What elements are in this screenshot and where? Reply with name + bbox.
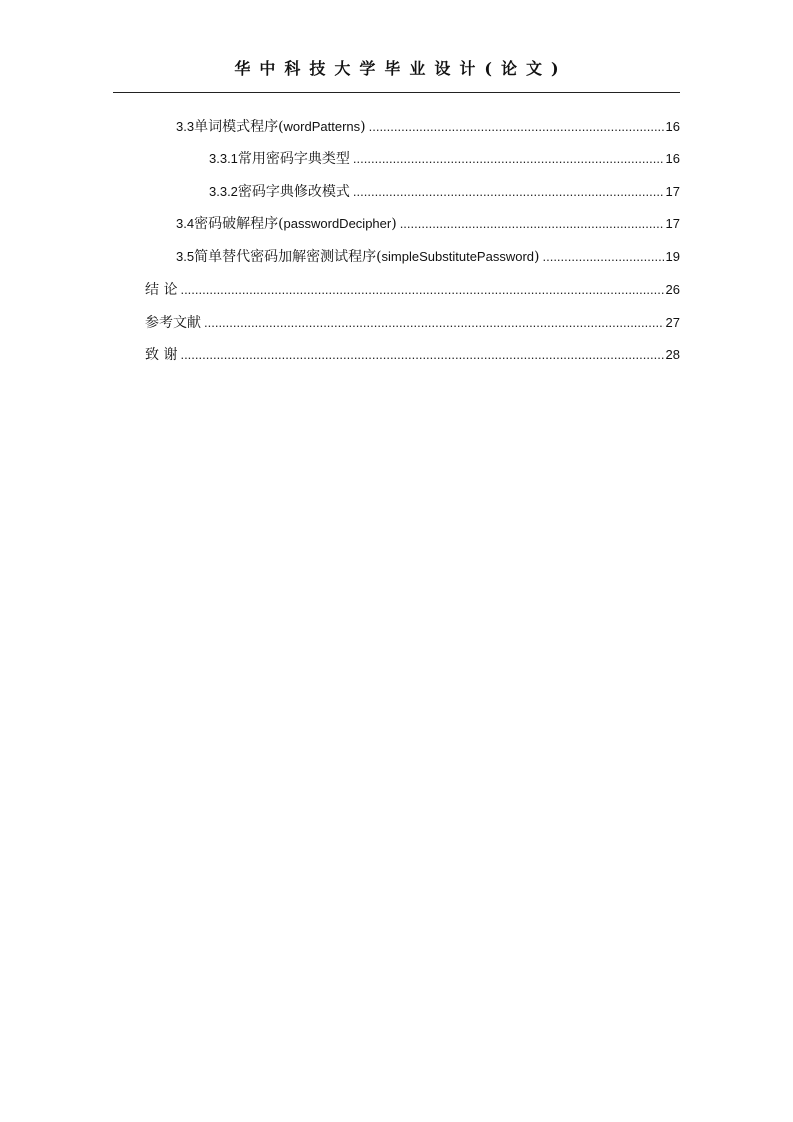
toc-leader-dots	[369, 116, 664, 138]
page-header-title: 华中科技大学毕业设计(论文)	[234, 59, 568, 78]
toc-entry-number: 3.3	[176, 119, 195, 134]
toc-entry-title: 单词模式程序(wordPatterns)	[194, 119, 366, 135]
toc-entry-number: 3.3.2	[209, 184, 238, 199]
toc-entry-page: 26	[665, 282, 680, 297]
toc-entry-page: 28	[665, 347, 680, 362]
toc-leader-dots	[353, 181, 664, 203]
toc-entry-number: 3.4	[176, 216, 195, 231]
toc-entry-page: 17	[665, 216, 680, 231]
toc-entry-title: 常用密码字典类型	[237, 151, 350, 167]
toc-entry-title: 致 谢	[145, 347, 178, 363]
toc-entry-3-3-2[interactable]	[209, 181, 680, 203]
toc-entry-page: 17	[665, 184, 680, 199]
toc-leader-dots	[180, 344, 663, 366]
toc-entry-references[interactable]	[145, 312, 680, 334]
toc-entry-page: 16	[665, 151, 680, 166]
toc-leader-dots	[542, 246, 663, 268]
toc-entry-number: 3.3.1	[209, 151, 238, 166]
toc-leader-dots	[400, 213, 664, 235]
toc-entry-number: 3.5	[176, 249, 195, 264]
toc-entry-title: 参考文献	[145, 315, 201, 331]
toc-entry-3-3[interactable]	[176, 116, 680, 138]
toc-leader-dots	[353, 148, 664, 170]
toc-entry-title: 密码破解程序(passwordDecipher)	[194, 216, 397, 232]
header-rule	[113, 92, 680, 93]
toc-entry-3-5[interactable]	[176, 246, 680, 268]
toc-leader-dots	[180, 279, 663, 301]
toc-leader-dots	[204, 312, 664, 334]
toc-entry-acknowledgements[interactable]	[145, 344, 680, 366]
toc-entry-conclusion[interactable]	[145, 279, 680, 301]
toc-entry-title: 结 论	[145, 282, 178, 298]
toc-entry-page: 16	[665, 119, 680, 134]
toc-entry-3-3-1[interactable]	[209, 148, 680, 170]
toc-entry-title: 简单替代密码加解密测试程序(simpleSubstitutePassword)	[194, 249, 540, 265]
toc-entry-page: 27	[665, 315, 680, 330]
toc-entry-3-4[interactable]	[176, 213, 680, 235]
toc-entry-title: 密码字典修改模式	[237, 184, 350, 200]
toc-entry-page: 19	[665, 249, 680, 264]
